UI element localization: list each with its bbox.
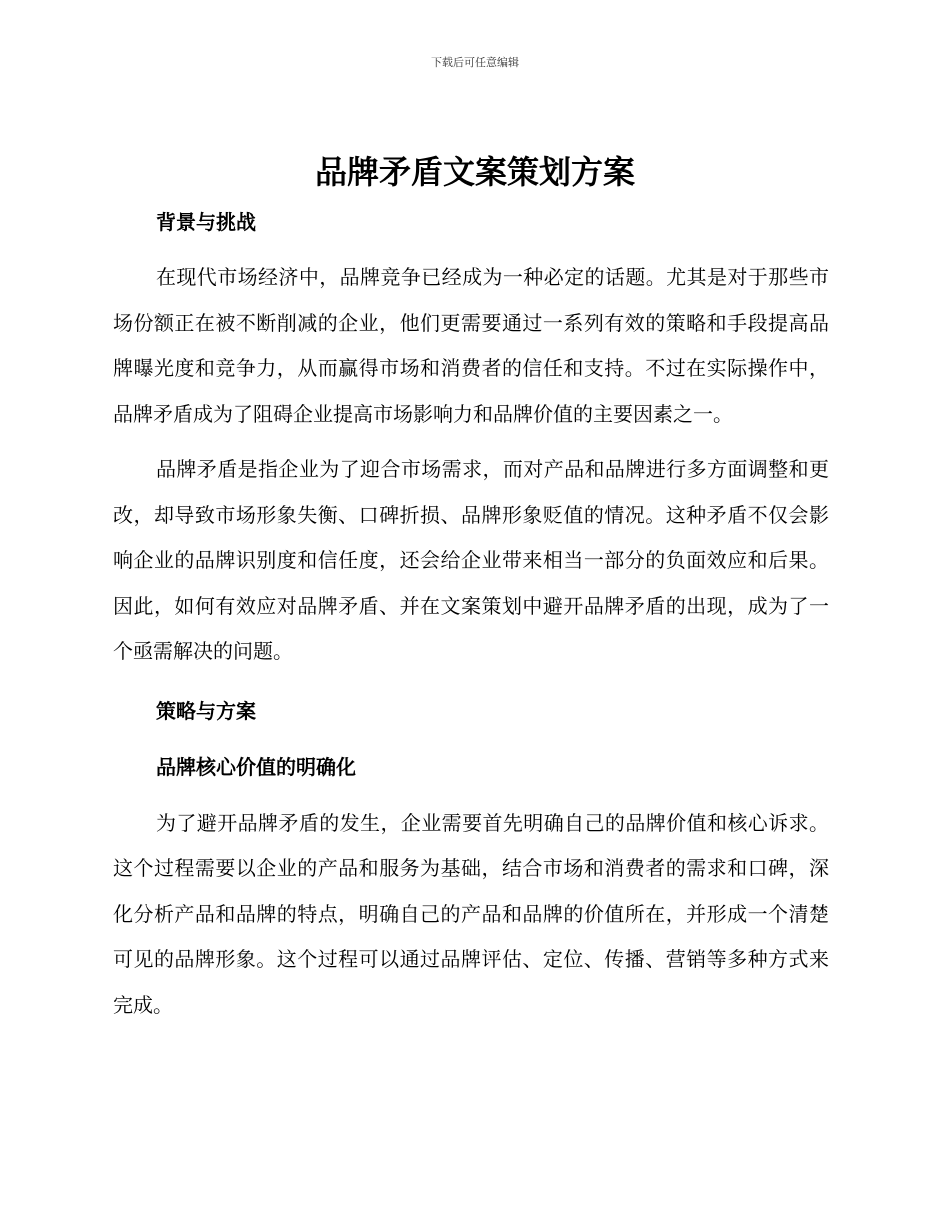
paragraph-background-1: 在现代市场经济中，品牌竞争已经成为一种必定的话题。尤其是对于那些市场份额正在被不断削减的企业，他们更需要通过一系列有效的策略和手段提高品牌曝光度和竞争力，从而赢得市场和消费者的信任和支持。不过在实际操作中，品牌矛盾成为了阻碍企业提高市场影响力和品牌价值的主要因素之一。 xyxy=(113,265,829,426)
document-body xyxy=(113,200,829,1028)
section-heading-strategy: 策略与方案 xyxy=(156,698,256,723)
page-header-note: 下载后可任意编辑 xyxy=(431,56,519,69)
paragraph-background-2: 品牌矛盾是指企业为了迎合市场需求，而对产品和品牌进行多方面调整和更改，却导致市场形象失衡、口碑折损、品牌形象贬值的情况。这种矛盾不仅会影响企业的品牌识别度和信任度，还会给企业带来相当一部分的负面效应和后果。因此，如何有效应对品牌矛盾、并在文案策划中避开品牌矛盾的出现，成为了一个亟需解决的问题。 xyxy=(113,457,829,663)
paragraph-core-value-1: 为了避开品牌矛盾的发生，企业需要首先明确自己的品牌价值和核心诉求。这个过程需要以企业的产品和服务为基础，结合市场和消费者的需求和口碑，深化分析产品和品牌的特点，明确自己的产品和品牌的价值所在，并形成一个清楚可见的品牌形象。这个过程可以通过品牌评估、定位、传播、营销等多种方式来完成。 xyxy=(113,810,829,1017)
subsection-heading-core-value: 品牌核心价值的明确化 xyxy=(156,754,356,779)
document-title: 品牌矛盾文案策划方案 xyxy=(314,153,635,191)
section-heading-background: 背景与挑战 xyxy=(156,210,256,234)
